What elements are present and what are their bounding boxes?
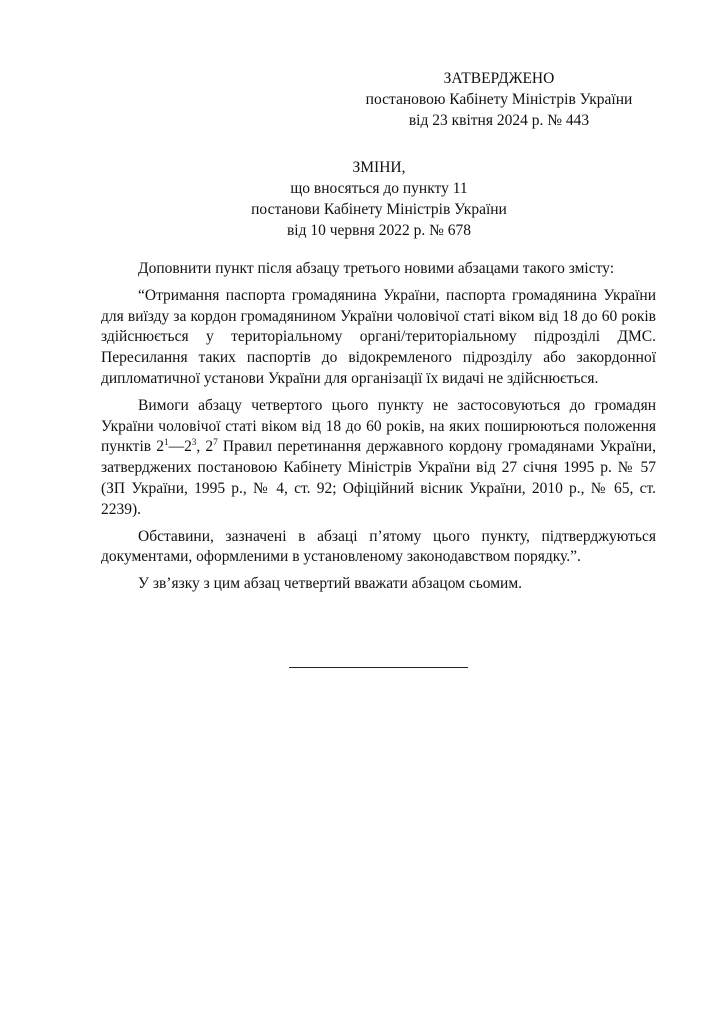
superscript-3: 7 — [213, 437, 218, 448]
heading-title: ЗМІНИ, — [352, 159, 406, 176]
closing-divider — [289, 667, 468, 668]
document-body — [101, 259, 656, 601]
approval-line-2: від 23 квітня 2024 р. № 443 — [408, 112, 590, 129]
approval-title: ЗАТВЕРДЖЕНО — [443, 70, 555, 87]
approval-line-1: постановою Кабінету Міністрів України — [365, 91, 633, 108]
paragraph-2: “Отримання паспорта громадянина України, паспорта громадянина України для виїзду за кордон громадянином України чоловічої статі віком від 18 до 60 років здійснюється у територіальному органі/територіальному підрозділі ДМС. Пересилання таких паспортів до відокремленого підрозділу або закордонної дипломатичної установи України для організації їх видачі не здійснюється. — [101, 286, 656, 387]
superscript-2: 3 — [191, 437, 197, 448]
heading-line-1: що вносяться до пункту 11 — [290, 180, 468, 197]
paragraph-1: Доповнити пункт після абзацу третього новими абзацами такого змісту: — [138, 260, 615, 277]
paragraph-3-part-1: Вимоги абзацу четвертого цього пункту не застосовуються до громадян України чоловічої статі віком від 18 до 60 років, на яких поширюються положення пунктів 2 — [101, 396, 656, 456]
paragraph-5: У зв’язку з цим абзац четвертий вважати абзацом сьомим. — [138, 575, 523, 593]
paragraph-3-part-4: Правил перетинання державного кордону громадянами України, затверджених постановою Кабінету Міністрів України від 27 січня 1995 р. № 57 (ЗП України, 1995 р., № 4, ст. 92; Офіційний вісник України, 2010 р., № 65, ст. 2239). — [101, 438, 656, 518]
heading-line-3: від 10 червня 2022 р. № 678 — [286, 222, 472, 239]
paragraph-4: Обставини, зазначені в абзаці п’ятому цього пункту, підтверджуються документами, оформленими в установленому законодавством порядку.”. — [101, 527, 656, 566]
paragraph-3 — [101, 396, 656, 521]
paragraph-3-part-3: , 2 — [196, 438, 214, 456]
superscript-1: 1 — [164, 437, 169, 448]
heading-line-2: постанови Кабінету Міністрів України — [251, 201, 507, 218]
approval-block — [348, 68, 650, 131]
document-heading — [100, 157, 658, 241]
paragraph-3-part-2: —2 — [168, 438, 192, 456]
